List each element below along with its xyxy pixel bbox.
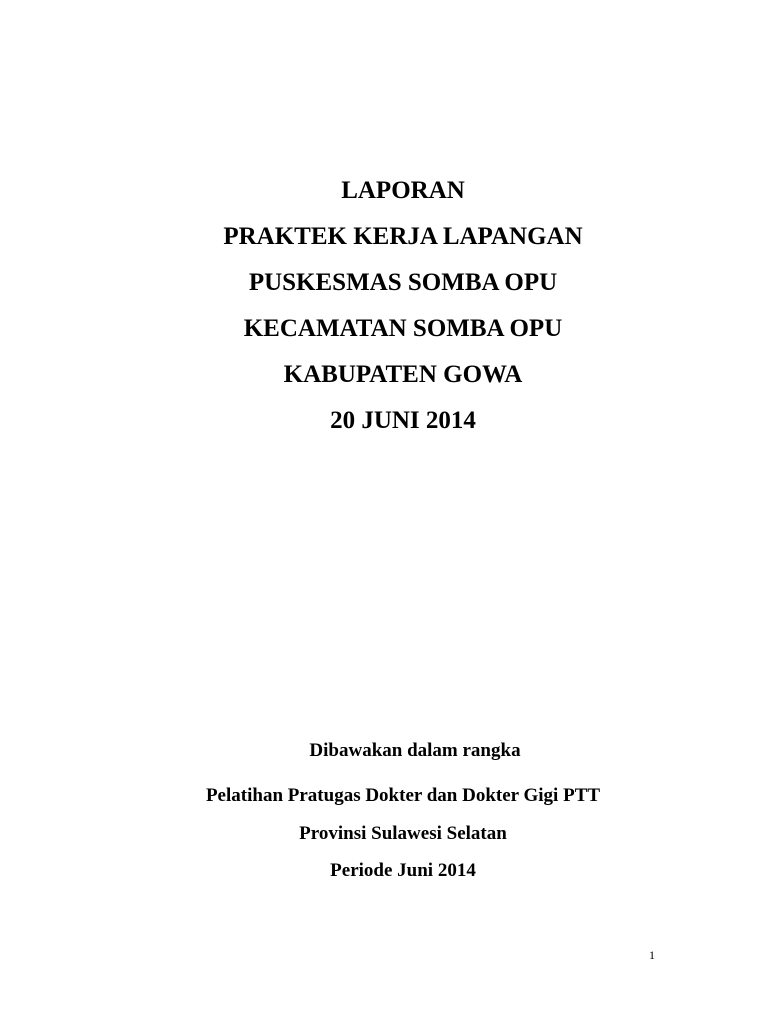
- report-title: [0, 168, 768, 444]
- title-line-district: KECAMATAN SOMBA OPU: [243, 315, 563, 342]
- title-line-regency: KABUPATEN GOWA: [283, 361, 523, 388]
- title-line-health-center: PUSKESMAS SOMBA OPU: [248, 269, 558, 296]
- title-line-report: LAPORAN: [341, 177, 465, 204]
- subtitle-line-period: Periode Juni 2014: [330, 860, 476, 881]
- subtitle-line-province: Provinsi Sulawesi Selatan: [299, 823, 507, 844]
- title-line-field-practice: PRAKTEK KERJA LAPANGAN: [223, 223, 583, 250]
- page-number: 1: [649, 948, 655, 962]
- subtitle-line-training: Pelatihan Pratugas Dokter dan Dokter Gigi PTT: [205, 785, 601, 806]
- subtitle-line-context: Dibawakan dalam rangka: [309, 740, 521, 761]
- title-line-date: 20 JUNI 2014: [330, 407, 476, 434]
